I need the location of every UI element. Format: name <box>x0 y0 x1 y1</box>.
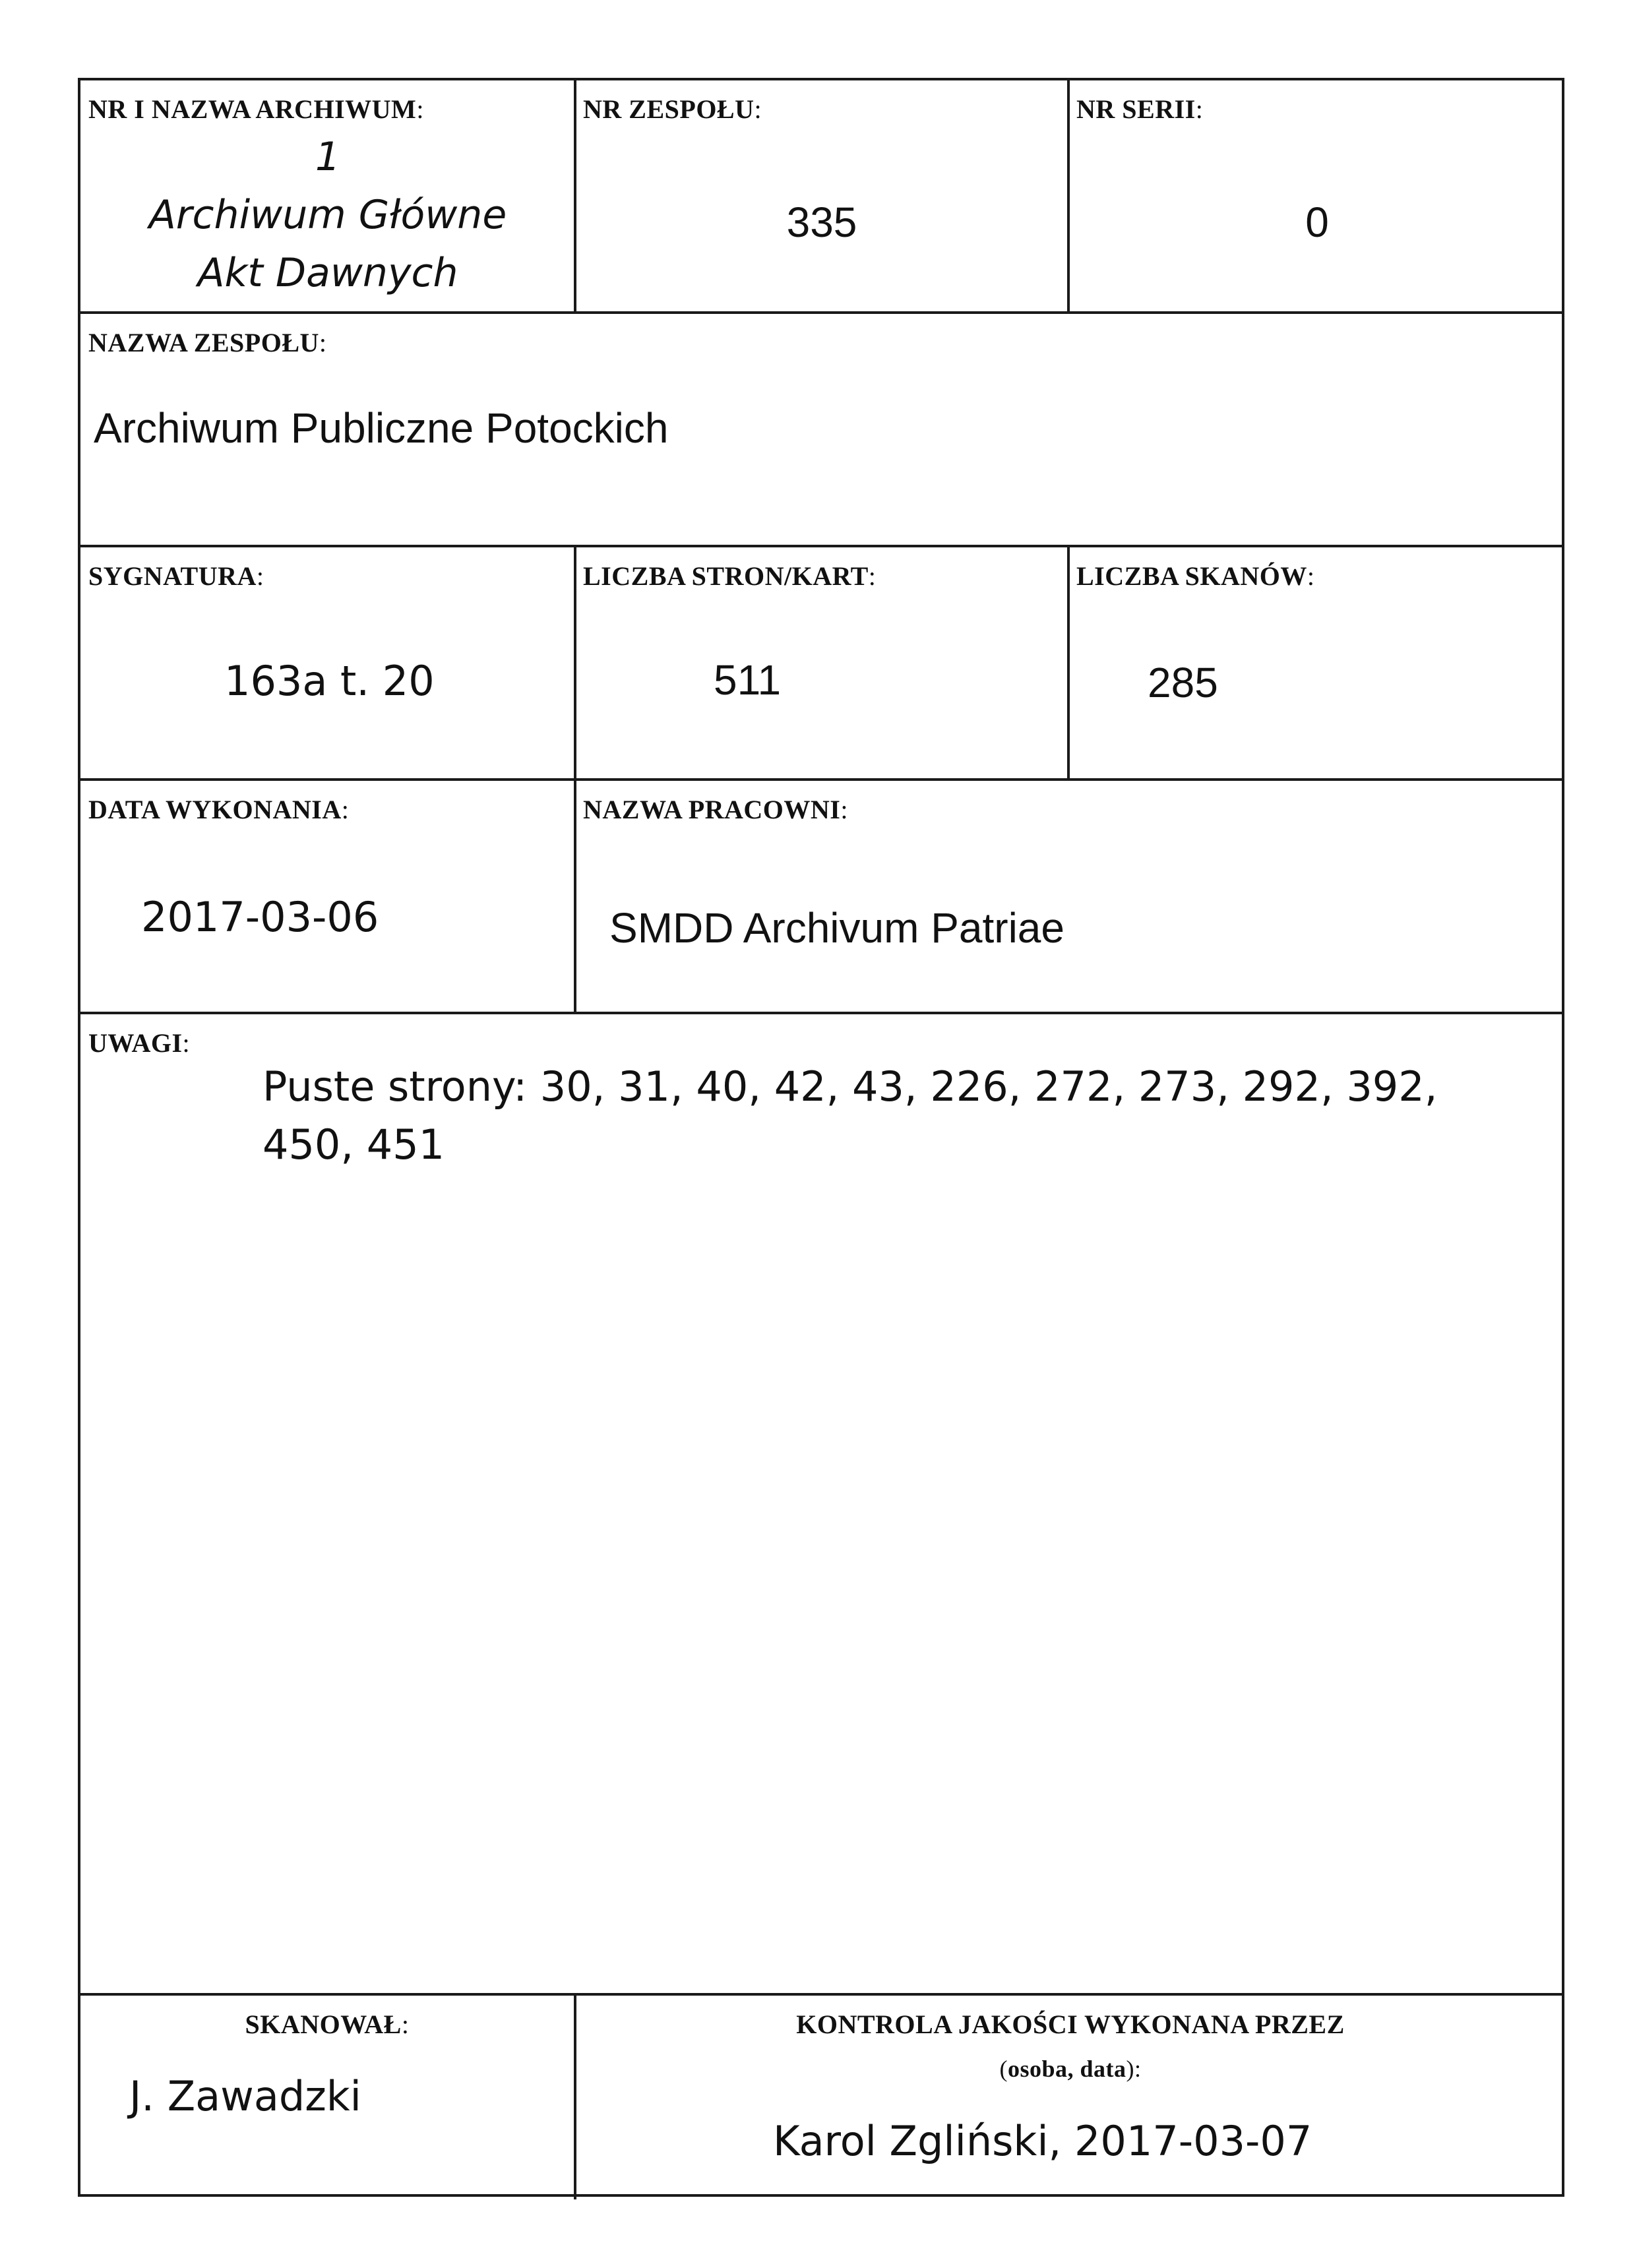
row-divider <box>80 311 1562 314</box>
execution-date: 2017-03-06 <box>141 893 379 941</box>
series-label: NR SERII: <box>1076 94 1204 124</box>
scanned-by: J. Zawadzki <box>129 2072 361 2120</box>
studio-label: NAZWA PRACOWNI: <box>583 795 848 824</box>
fonds-name-label: NAZWA ZESPOŁU: <box>88 328 327 357</box>
qc-sub-label: (osoba, data): <box>999 2056 1142 2082</box>
archive-name <box>80 128 575 302</box>
column-divider <box>574 778 576 1012</box>
column-divider <box>1067 545 1070 778</box>
date-label: DATA WYKONANIA: <box>88 795 350 824</box>
archive-label: NR I NAZWA ARCHIWUM: <box>88 94 424 124</box>
row-divider <box>80 778 1562 781</box>
notes-text: Puste strony: 30, 31, 40, 42, 43, 226, 272, 273, 292, 392, 450, 451 <box>262 1062 1438 1169</box>
archive-number: 1 <box>315 134 341 180</box>
qc-value: Karol Zgliński, 2017-03-07 <box>773 2117 1312 2165</box>
signature-label: SYGNATURA: <box>88 561 264 591</box>
archive-name-line1: Archiwum Główne <box>148 192 507 238</box>
scan-metadata-card <box>78 78 1564 2197</box>
pages-label: LICZBA STRON/KART: <box>583 561 877 591</box>
scans-count: 285 <box>1148 659 1218 706</box>
row-divider <box>80 1012 1562 1014</box>
signature: 163a t. 20 <box>224 657 435 705</box>
fonds-number-label: NR ZESPOŁU: <box>583 94 762 124</box>
row-divider <box>80 545 1562 547</box>
notes-label: UWAGI: <box>88 1028 191 1058</box>
archive-name-line2: Akt Dawnych <box>197 250 458 296</box>
series-number: 0 <box>1305 199 1329 246</box>
scans-label: LICZBA SKANÓW: <box>1076 561 1315 591</box>
scanned-by-label: SKANOWAŁ: <box>245 2009 410 2039</box>
studio-name: SMDD Archivum Patriae <box>609 904 1064 952</box>
pages-count: 511 <box>714 656 782 704</box>
row-divider <box>80 1993 1562 1996</box>
fonds-number: 335 <box>786 199 857 246</box>
fonds-name: Archiwum Publiczne Potockich <box>94 404 669 452</box>
qc-label: KONTROLA JAKOŚCI WYKONANA PRZEZ <box>796 2009 1345 2039</box>
column-divider <box>1067 80 1070 311</box>
column-divider <box>574 545 576 778</box>
